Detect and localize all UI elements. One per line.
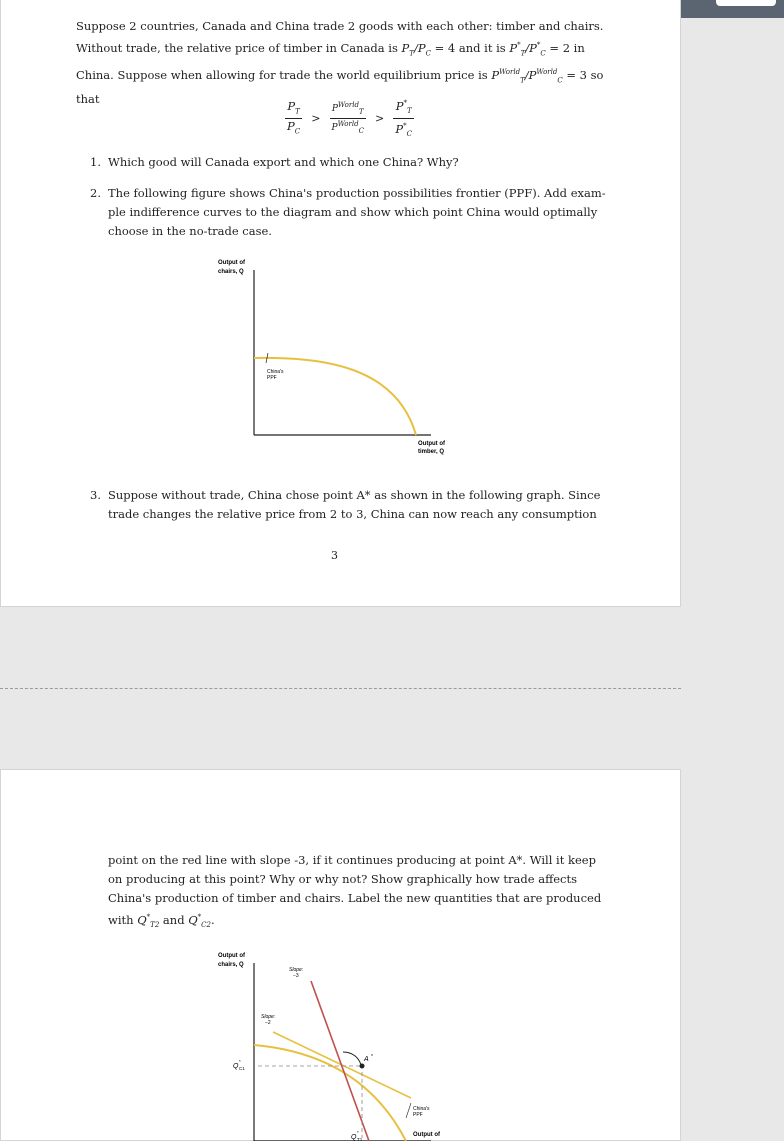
fig2-xlabel-line1: Output of	[413, 1132, 440, 1138]
intro-line-2: Without trade, the relative price of timber in Canada is $P_T/P_C = 4$ and it is $P^*_T/P^*_C = 2$ in	[76, 40, 585, 58]
qc1-sup: *	[239, 1059, 241, 1064]
question-2: 2. The following figure shows China's production possibilities frontier (PPF). Add exam- ple indifference curves to the diagram and show which point China would optimally choose in the no-trade case.	[90, 186, 606, 238]
intro-line-3: China. Suppose when allowing for trade the world equilibrium price is $P^{World}_T/P^{World}_C = 3$ so	[76, 67, 604, 85]
page-number: 3	[331, 549, 338, 562]
question-3: 3. Suppose without trade, China chose point A* as shown in the following graph. Since trade changes the relative price from 2 to 3, China can now reach any consumption	[90, 488, 601, 521]
q3-cont-line-1: point on the red line with slope -3, if it continues producing at point A*. Will it keep	[108, 853, 596, 867]
fig1-ylabel-line1: Output of	[218, 260, 245, 266]
fig2-ppf-label-line1: China's	[413, 1106, 430, 1112]
fig1-xlabel-line1: Output of	[418, 441, 445, 447]
slope-3-label-line1: Slope:	[289, 967, 304, 973]
price-inequality: $\frac{P_T}{P_C}$ > $\frac{P^{World}_T}{P^{World}_C}$ > $\frac{P^*_T}{P^*_C}$	[283, 96, 416, 141]
page-separator	[0, 688, 681, 689]
q3-cont-line-2: on producing at this point? Why or why not? Show graphically how trade affects	[108, 872, 578, 886]
trade-effect-figure	[201, 948, 461, 1141]
slope-2-label-line2: −2	[265, 1020, 271, 1026]
fig2-ylabel-line1: Output of	[218, 953, 245, 959]
intro-line-4: that	[76, 92, 100, 107]
fig2-ylabel-line2: chairs, Q	[218, 962, 244, 968]
qt1-label: Q	[351, 1134, 357, 1141]
fig2-ppf-label-line2: PPF	[413, 1112, 423, 1118]
ppf-label-pointer-2	[406, 1103, 411, 1118]
indifference-curve-sketch	[343, 1052, 361, 1065]
toolbar-button[interactable]	[716, 0, 776, 6]
qc1-sub: C1	[239, 1066, 245, 1071]
fig1-ylabel-line2: chairs, Q	[218, 269, 244, 275]
qt1-sub: T1	[357, 1137, 363, 1141]
slope-2-label-line1: Slope:	[261, 1014, 276, 1020]
q3-cont-line-3: China's production of timber and chairs. Label the new quantities that are produced	[108, 891, 602, 905]
china-ppf-figure	[201, 255, 461, 465]
qt1-sup: *	[357, 1130, 359, 1135]
document-page-4	[0, 769, 681, 1141]
fig1-ppf-label-line1: China's	[267, 369, 284, 375]
document-page-3	[0, 0, 681, 607]
point-a-label: A	[364, 1056, 369, 1063]
qc1-label: Q	[233, 1063, 239, 1070]
fig1-xlabel-line2: timber, Q	[418, 449, 445, 455]
q3-cont-line-4: with $Q^*_{T2}$ and $Q^*_{C2}$.	[108, 912, 215, 930]
intro-line-1: Suppose 2 countries, Canada and China trade 2 goods with each other: timber and chairs.	[76, 19, 604, 33]
point-a-sup: *	[371, 1054, 373, 1060]
question-3-continued	[108, 851, 628, 935]
fig1-ppf-label-line2: PPF	[267, 375, 277, 381]
question-1: 1. Which good will Canada export and which one China? Why?	[90, 155, 459, 169]
slope-3-label-line2: −3	[293, 973, 299, 979]
